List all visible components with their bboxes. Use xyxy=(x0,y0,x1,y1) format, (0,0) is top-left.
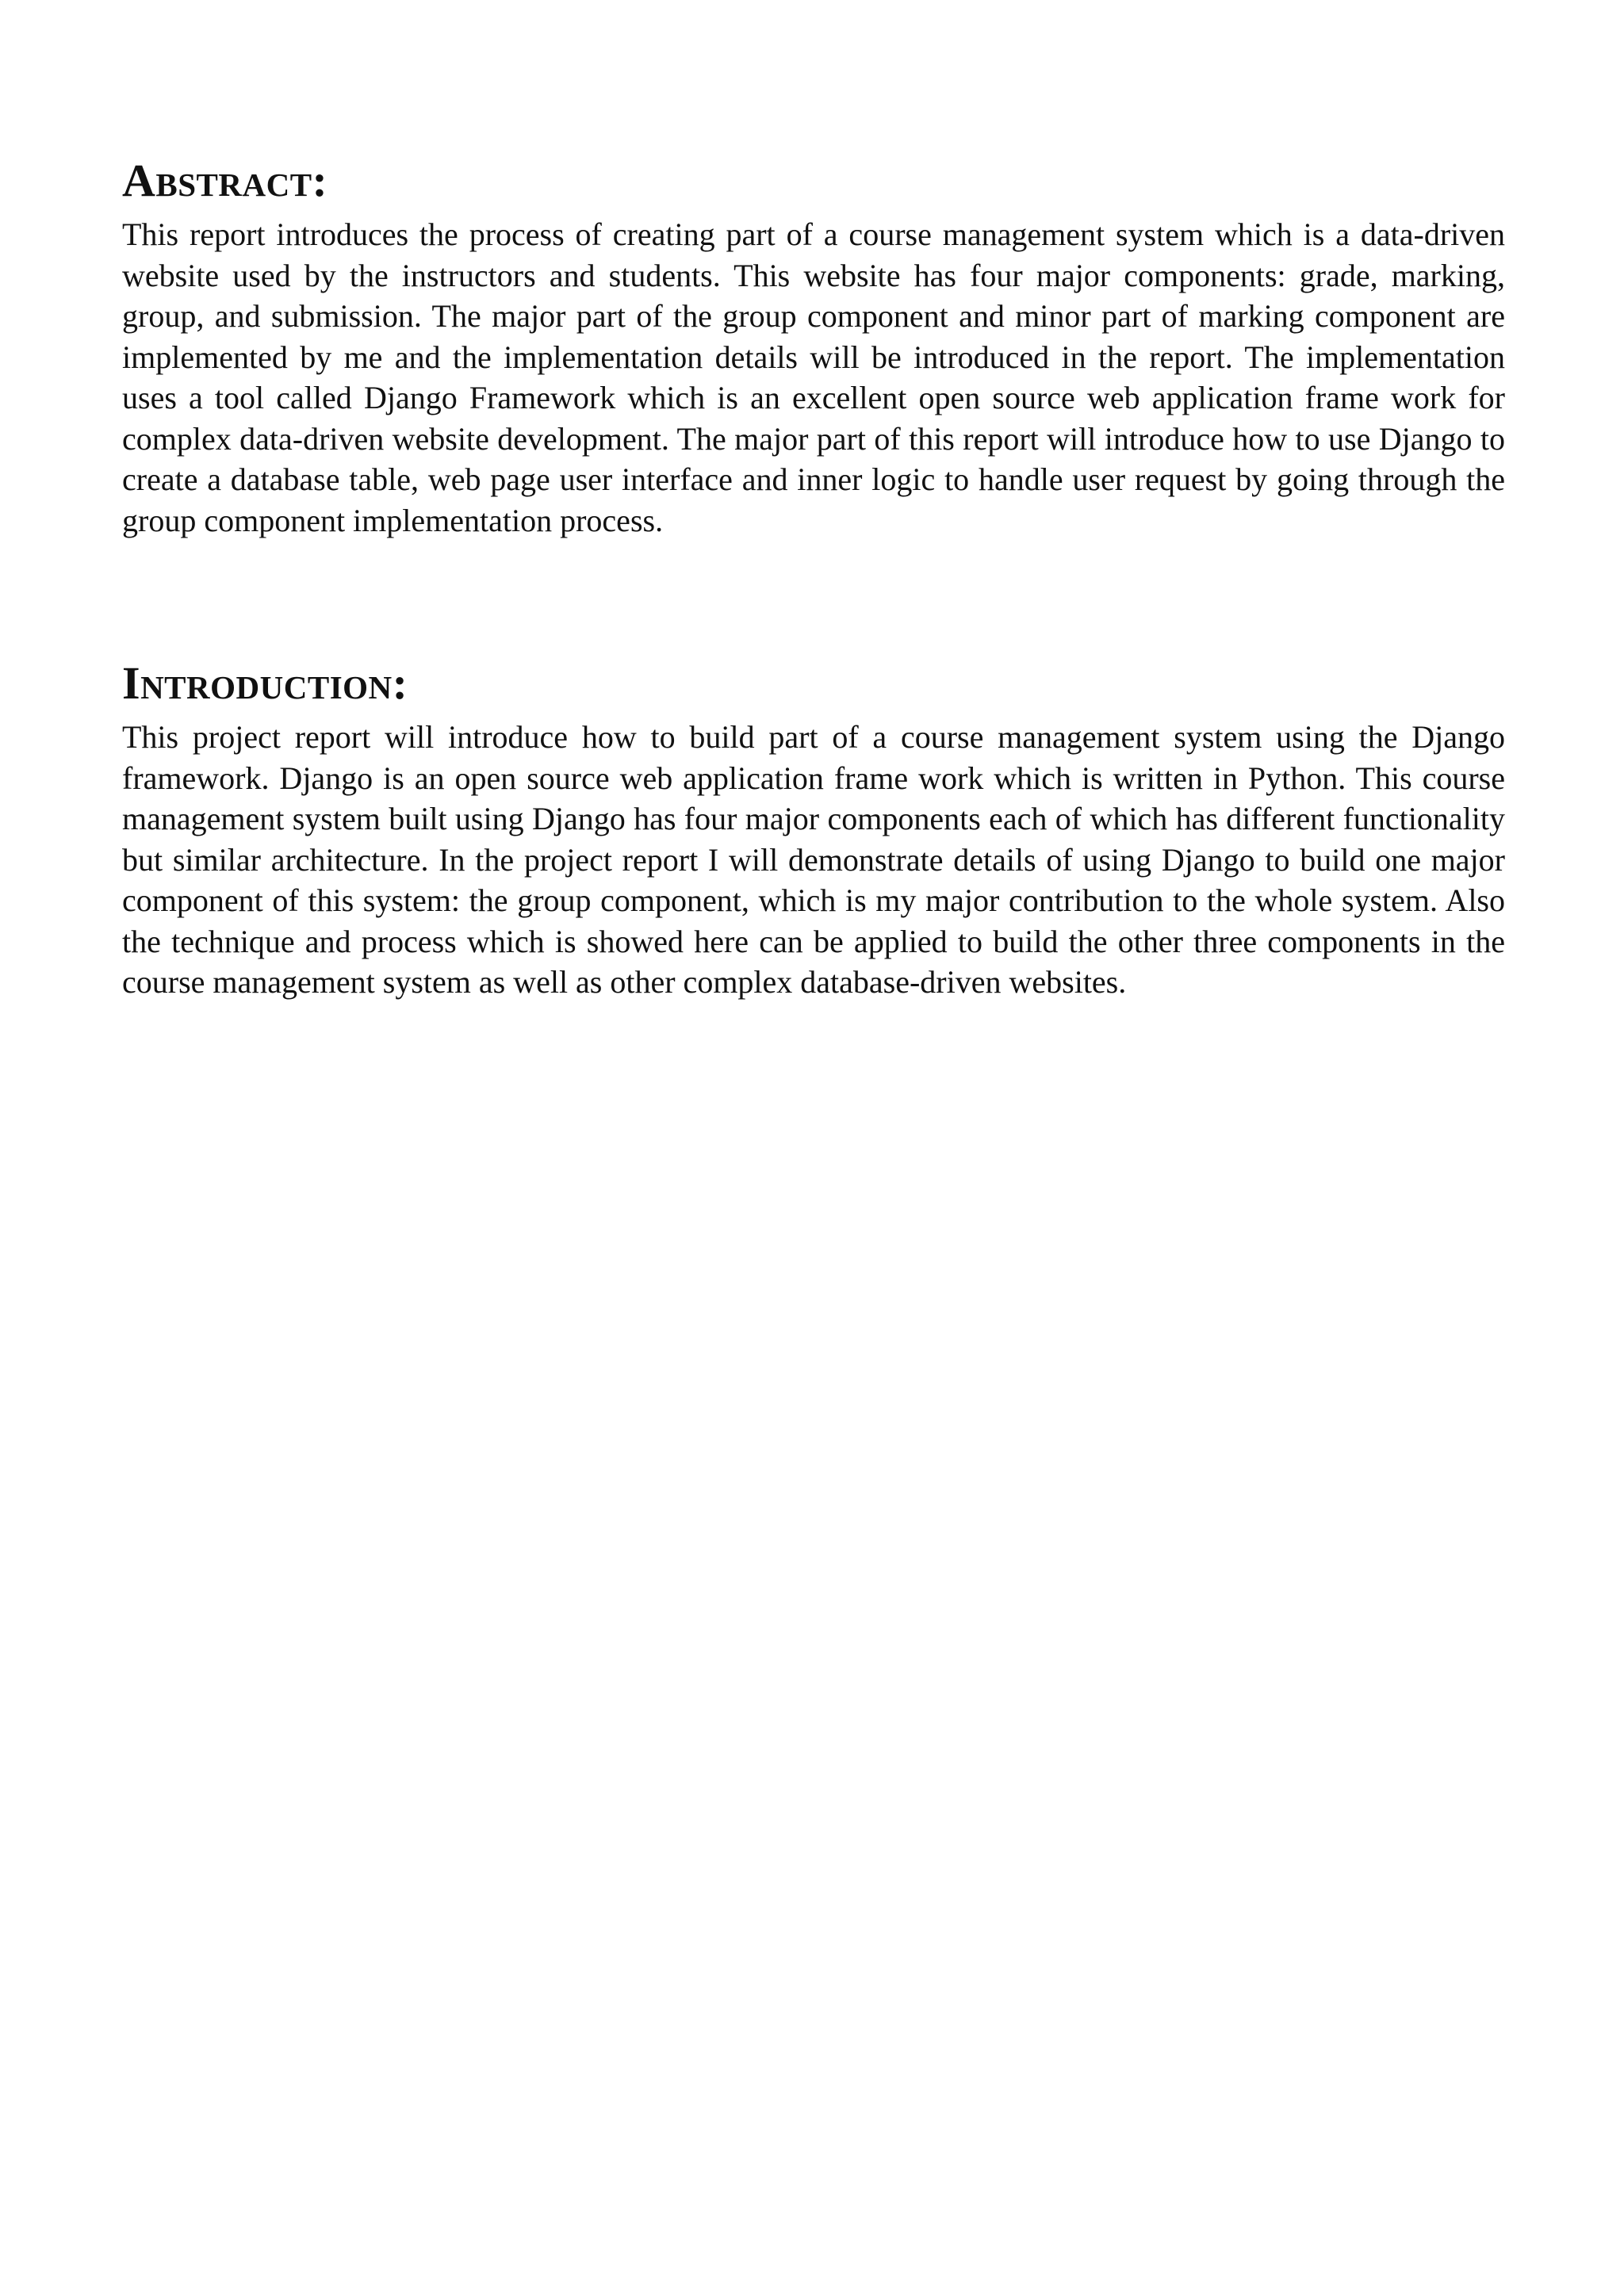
abstract-heading: Abstract: xyxy=(122,155,328,206)
introduction-heading: Introduction: xyxy=(122,657,408,709)
abstract-paragraph: This report introduces the process of creating part of a course management system which is a data-driven website used by the instructors and students. This website has four major components: grade, marking, group, and submission. The major part of the group component and minor part of marking component are implemented by me and the implementation details will be introduced in the report. The implementation uses a tool called Django Framework which is an excellent open source web application frame work for complex data-driven website development. The major part of this report will introduce how to use Django to create a database table, web page user interface and inner logic to handle user request by going through the group component implementation process. xyxy=(122,216,1505,538)
introduction-paragraph: This project report will introduce how to build part of a course management system using the Django framework. Django is an open source web application frame work which is written in Python. This course management system built using Django has four major components each of which has different functionality but similar architecture. In the project report I will demonstrate details of using Django to build one major component of this system: the group component, which is my major contribution to the whole system. Also the technique and process which is showed here can be applied to build the other three components in the course management system as well as other complex database-driven websites. xyxy=(122,719,1505,1000)
